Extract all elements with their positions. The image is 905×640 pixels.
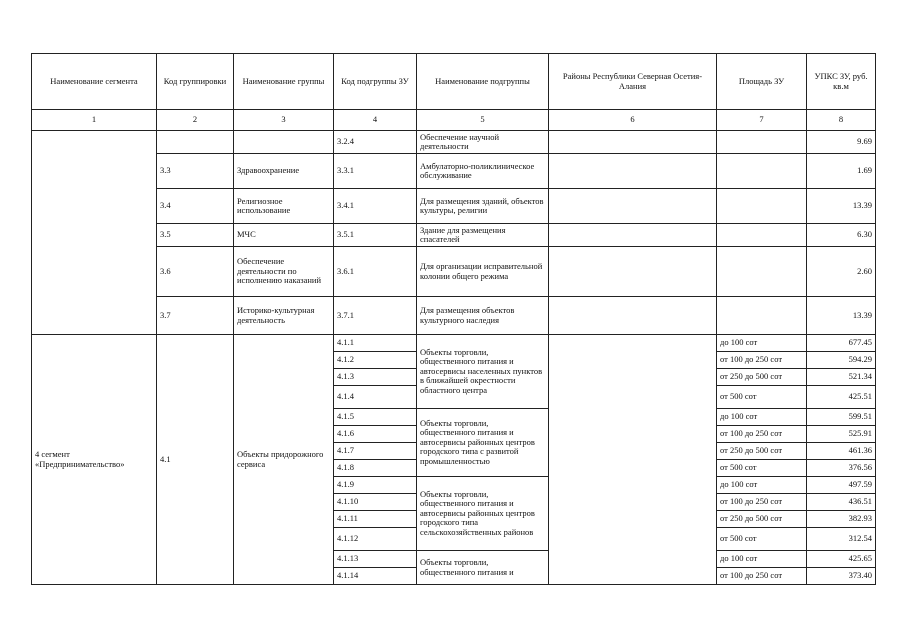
group-code: 3.6	[157, 247, 234, 297]
subgroup-code: 4.1.3	[334, 369, 417, 386]
area: до 100 сот	[717, 335, 807, 352]
upks-value: 312.54	[807, 528, 876, 551]
segment-4-name: 4 сегмент «Предпринимательство»	[32, 335, 157, 585]
subgroup-code: 3.6.1	[334, 247, 417, 297]
district	[549, 224, 717, 247]
upks-value: 599.51	[807, 409, 876, 426]
subgroup-code: 4.1.7	[334, 443, 417, 460]
subgroup-name: Объекты торговли, общественного питания и автосервисы районных центров городского типа с развитой промышленностью	[417, 409, 549, 477]
group-name: МЧС	[234, 224, 334, 247]
area: от 250 до 500 сот	[717, 369, 807, 386]
upks-value: 425.65	[807, 551, 876, 568]
upks-value: 6.30	[807, 224, 876, 247]
area: от 500 сот	[717, 386, 807, 409]
upks-value: 1.69	[807, 154, 876, 189]
subgroup-code: 4.1.9	[334, 477, 417, 494]
subgroup-code: 4.1.5	[334, 409, 417, 426]
group-name: Здравоохранение	[234, 154, 334, 189]
subgroup-code: 4.1.11	[334, 511, 417, 528]
subgroup-code: 3.4.1	[334, 189, 417, 224]
table-row	[32, 335, 876, 352]
group-code	[157, 131, 234, 154]
col-number: 7	[717, 110, 807, 131]
header-subgroup-code: Код подгруппы ЗУ	[334, 54, 417, 110]
group-name: Обеспечение деятельности по исполнению наказаний	[234, 247, 334, 297]
subgroup-name: Для организации исправительной колонии общего режима	[417, 247, 549, 297]
subgroup-name: Объекты торговли, общественного питания и автосервисы районных центров городского типа сельскохозяйственных районов	[417, 477, 549, 551]
area	[717, 131, 807, 154]
subgroup-code: 4.1.8	[334, 460, 417, 477]
area	[717, 189, 807, 224]
area	[717, 297, 807, 335]
area: от 100 до 250 сот	[717, 352, 807, 369]
subgroup-code: 4.1.10	[334, 494, 417, 511]
upks-value: 373.40	[807, 568, 876, 585]
area	[717, 154, 807, 189]
district	[549, 247, 717, 297]
upks-value: 436.51	[807, 494, 876, 511]
upks-value: 525.91	[807, 426, 876, 443]
subgroup-name: Обеспечение научной деятельности	[417, 131, 549, 154]
table-row	[32, 224, 876, 247]
upks-value: 677.45	[807, 335, 876, 352]
area: от 250 до 500 сот	[717, 443, 807, 460]
upks-value: 13.39	[807, 297, 876, 335]
subgroup-name: Для размещения объектов культурного наследия	[417, 297, 549, 335]
subgroup-code: 4.1.2	[334, 352, 417, 369]
district	[549, 189, 717, 224]
area: до 100 сот	[717, 409, 807, 426]
area: до 100 сот	[717, 551, 807, 568]
subgroup-name: Объекты торговли, общественного питания и автосервисы населенных пунктов в ближайшей окрестности областного центра	[417, 335, 549, 409]
col-number: 6	[549, 110, 717, 131]
table-row	[32, 154, 876, 189]
upks-value: 382.93	[807, 511, 876, 528]
area	[717, 224, 807, 247]
table-row	[32, 189, 876, 224]
upks-value: 521.34	[807, 369, 876, 386]
header-area: Площадь ЗУ	[717, 54, 807, 110]
col-number: 1	[32, 110, 157, 131]
subgroup-code: 4.1.13	[334, 551, 417, 568]
group-name	[234, 131, 334, 154]
subgroup-code: 3.7.1	[334, 297, 417, 335]
header-segment: Наименование сегмента	[32, 54, 157, 110]
upks-value: 594.29	[807, 352, 876, 369]
subgroup-code: 3.5.1	[334, 224, 417, 247]
column-number-row	[32, 110, 876, 131]
group-code: 4.1	[157, 335, 234, 585]
subgroup-code: 3.3.1	[334, 154, 417, 189]
upks-value: 13.39	[807, 189, 876, 224]
group-name: Объекты придорожного сервиса	[234, 335, 334, 585]
group-name: Историко-культурная деятельность	[234, 297, 334, 335]
area: до 100 сот	[717, 477, 807, 494]
area: от 500 сот	[717, 528, 807, 551]
subgroup-code: 3.2.4	[334, 131, 417, 154]
segment-3-cell	[32, 131, 157, 335]
area: от 100 до 250 сот	[717, 494, 807, 511]
upks-value: 376.56	[807, 460, 876, 477]
area: от 250 до 500 сот	[717, 511, 807, 528]
col-number: 8	[807, 110, 876, 131]
col-number: 5	[417, 110, 549, 131]
upks-value: 9.69	[807, 131, 876, 154]
district	[549, 335, 717, 585]
area: от 100 до 250 сот	[717, 568, 807, 585]
upks-value: 497.59	[807, 477, 876, 494]
col-number: 2	[157, 110, 234, 131]
table-row	[32, 131, 876, 154]
district	[549, 131, 717, 154]
area: от 100 до 250 сот	[717, 426, 807, 443]
group-code: 3.5	[157, 224, 234, 247]
district	[549, 297, 717, 335]
col-number: 3	[234, 110, 334, 131]
subgroup-code: 4.1.6	[334, 426, 417, 443]
group-code: 3.4	[157, 189, 234, 224]
district	[549, 154, 717, 189]
subgroup-name: Для размещения зданий, объектов культуры, религии	[417, 189, 549, 224]
subgroup-code: 4.1.12	[334, 528, 417, 551]
subgroup-code: 4.1.14	[334, 568, 417, 585]
area: от 500 сот	[717, 460, 807, 477]
upks-table	[31, 53, 876, 585]
header-row	[32, 54, 876, 110]
header-subgroup-name: Наименование подгруппы	[417, 54, 549, 110]
area	[717, 247, 807, 297]
header-group-name: Наименование группы	[234, 54, 334, 110]
subgroup-name: Здание для размещения спасателей	[417, 224, 549, 247]
header-group-code: Код группировки	[157, 54, 234, 110]
group-code: 3.7	[157, 297, 234, 335]
table-row	[32, 247, 876, 297]
col-number: 4	[334, 110, 417, 131]
upks-value: 461.36	[807, 443, 876, 460]
group-code: 3.3	[157, 154, 234, 189]
upks-value: 425.51	[807, 386, 876, 409]
subgroup-name: Объекты торговли, общественного питания и	[417, 551, 549, 585]
group-name: Религиозное использование	[234, 189, 334, 224]
upks-value: 2.60	[807, 247, 876, 297]
subgroup-code: 4.1.4	[334, 386, 417, 409]
subgroup-name: Амбулаторно-поликлиническое обслуживание	[417, 154, 549, 189]
header-districts: Районы Республики Северная Осетия-Алания	[549, 54, 717, 110]
table-row	[32, 297, 876, 335]
subgroup-code: 4.1.1	[334, 335, 417, 352]
header-upks: УПКС ЗУ, руб. кв.м	[807, 54, 876, 110]
